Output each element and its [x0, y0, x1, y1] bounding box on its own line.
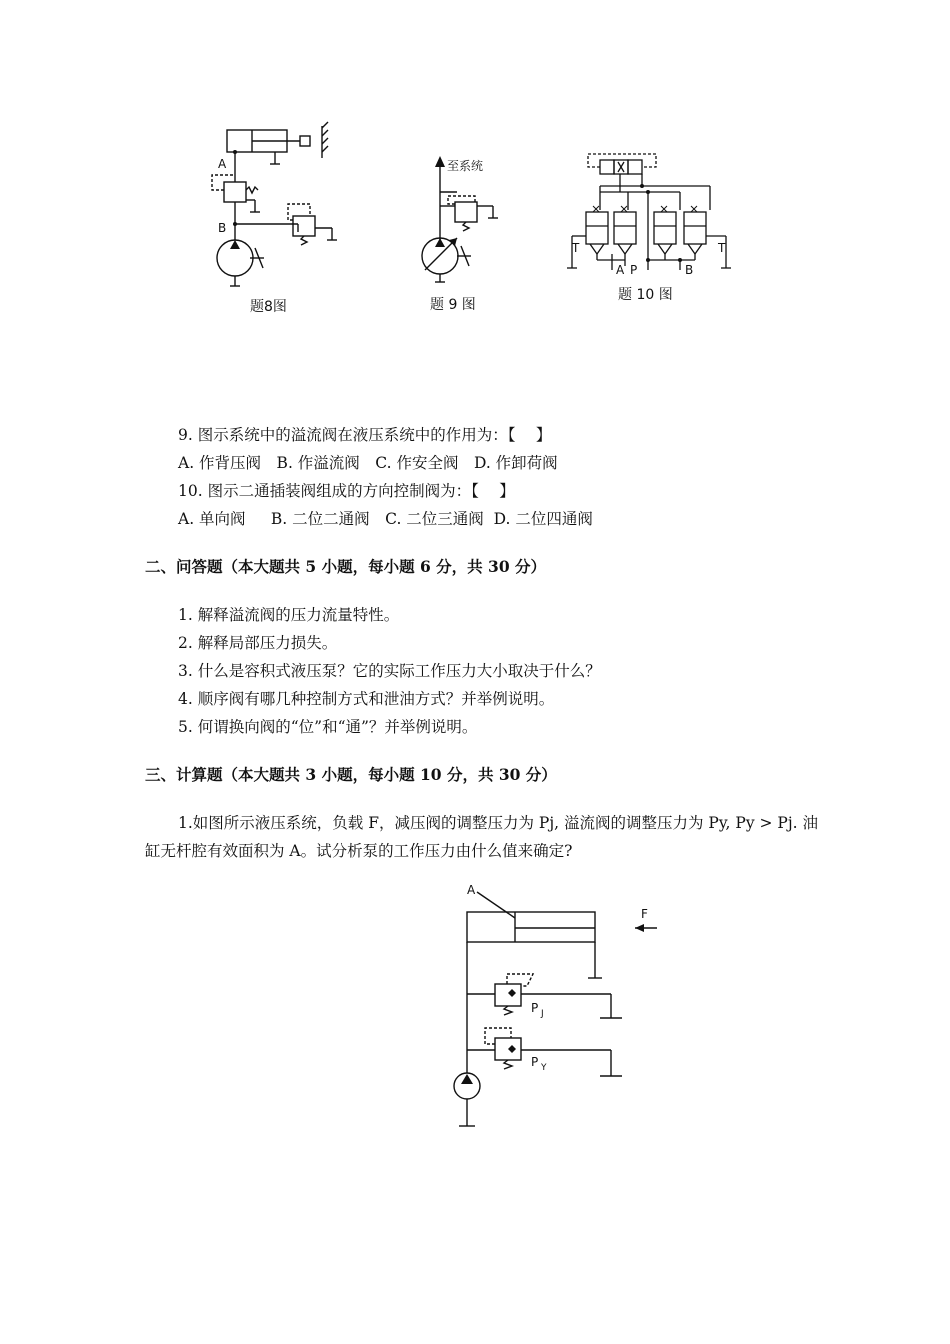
- figure-9-diagram: [405, 152, 515, 287]
- fig10-label-b: B: [685, 263, 694, 277]
- section-2-item-3: 3. 什么是容积式液压泵？它的实际工作压力大小取决于什么？: [178, 662, 601, 680]
- section-3-title: 三、计算题（本大题共 3 小题，每小题 10 分，共 30 分）: [145, 765, 557, 784]
- section-2-item-4: 4. 顺序阀有哪几种控制方式和泄油方式？并举例说明。: [178, 690, 555, 708]
- fig10-label-t-right: T: [718, 241, 726, 255]
- figure-8: [200, 120, 350, 295]
- figure-8-diagram: [200, 120, 350, 295]
- question-9-options: A. 作背压阀 B. 作溢流阀 C. 作安全阀 D. 作卸荷阀: [178, 454, 558, 472]
- calc-label-f: F: [641, 907, 648, 921]
- question-9: 9. 图示系统中的溢流阀在液压系统中的作用为：【 】: [178, 426, 552, 444]
- fig10-label-a: A: [616, 263, 625, 277]
- section-3-problem-1: 1.如图所示液压系统，负载 F，减压阀的调整压力为 Pj, 溢流阀的调整压力为 Py, Py > Pj. 油缸无杆腔有效面积为 A。试分析泵的工作压力由什么值来确定?: [145, 814, 819, 860]
- calc-figure-diagram: [445, 878, 675, 1133]
- section-2-item-1: 1. 解释溢流阀的压力流量特性。: [178, 606, 400, 624]
- figure-8-caption: 题8图: [250, 299, 287, 315]
- question-10: 10. 图示二通插装阀组成的方向控制阀为：【 】: [178, 482, 515, 500]
- fig8-label-a: A: [218, 157, 227, 171]
- calc-label-a: A: [467, 883, 476, 897]
- section-2-item-5: 5. 何谓换向阀的“位”和“通”？并举例说明。: [178, 718, 478, 736]
- fig8-label-b: B: [218, 221, 227, 235]
- calc-label-pj-sub: J: [541, 1009, 544, 1019]
- fig10-label-t-left: T: [572, 241, 580, 255]
- figure-10: [560, 148, 740, 283]
- fig9-label-system: 至系统: [447, 159, 484, 173]
- calc-figure: [445, 878, 675, 1133]
- section-2-item-2: 2. 解释局部压力损失。: [178, 634, 338, 652]
- calc-label-py-sub: Y: [541, 1063, 547, 1073]
- question-10-options: A. 单向阀 B. 二位二通阀 C. 二位三通阀 D. 二位四通阀: [178, 510, 593, 528]
- figure-9-caption: 题 9 图: [430, 297, 476, 313]
- fig10-label-p: P: [630, 263, 638, 277]
- calc-label-pj: P: [531, 1001, 539, 1015]
- section-2-title: 二、问答题（本大题共 5 小题，每小题 6 分，共 30 分）: [145, 557, 547, 576]
- figure-10-diagram: [560, 148, 740, 283]
- figure-10-caption: 题 10 图: [618, 287, 673, 303]
- figure-9: [405, 152, 515, 287]
- calc-label-py: P: [531, 1055, 539, 1069]
